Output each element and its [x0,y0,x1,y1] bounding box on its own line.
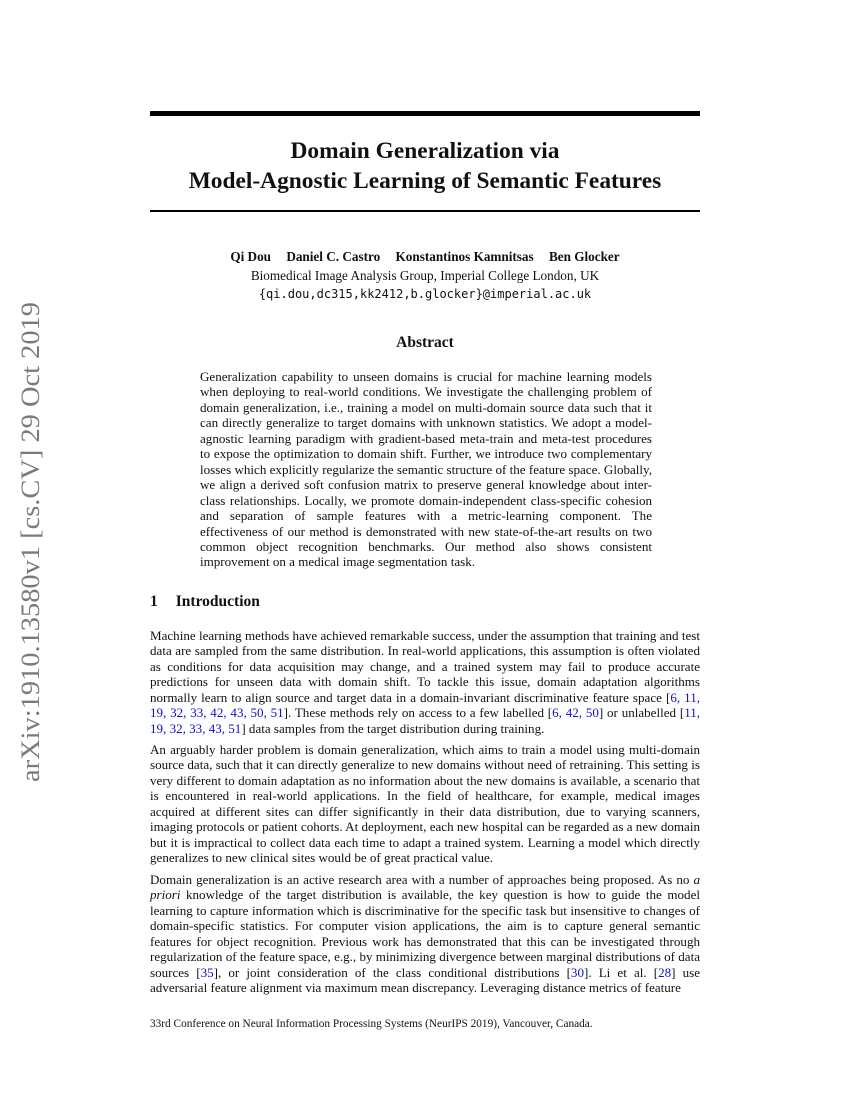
text-run: knowledge of the target distribution is available, the key question is how to guide the model learning to capture information which is discriminative for the specific task but insensitive to changes of domain-specific statistics. For computer vision applications, the aim is to capture general semantic features for object recognition. Previous work has demonstrated that this can be investigated through regularization of the feature space, e.g., by minimizing divergence between marginal distributions of data sources [ [150,887,700,980]
intro-paragraph-2: An arguably harder problem is domain generalization, which aims to train a model using multi-domain source data, such that it can directly generalize to new domains without need of retraining. This setting is very different to domain adaptation as no information about the new domains is available, a scenario that is encountered in real-world applications. In the field of healthcare, for example, medical images acquired at different sites can differ significantly in their data distribution, due to varying scanners, imaging protocols or patient cohorts. At deployment, each new hospital can be regarded as a new domain but it is impractical to collect data each time to adapt a trained system. Learning a model which directly generalizes to new clinical sites would be of great practical value. [150,742,700,866]
section-number: 1 [150,593,158,610]
citation-link[interactable]: 6, 42, 50 [552,705,599,721]
section-title: Introduction [175,593,260,610]
author-emails: {qi.dou,dc315,kk2412,b.glocker}@imperial.ac.uk [258,287,592,301]
paper-title-line-2: Model-Agnostic Learning of Semantic Features [188,168,662,194]
text-run: ] use adversarial feature alignment via maximum mean discrepancy. Leveraging distance metrics of feature [150,964,701,996]
arxiv-identifier-stamp [4,292,50,792]
text-run: ] or unlabelled [ [598,705,685,721]
paper-title-line-1: Domain Generalization via [290,138,560,164]
conference-footnote: 33rd Conference on Neural Information Processing Systems (NeurIPS 2019), Vancouver, Canada. [150,1018,593,1030]
paper-title [150,136,700,196]
author-names [150,247,700,266]
author-name: Daniel C. Castro [286,249,381,264]
citation-link[interactable]: 28 [658,964,672,980]
citation-link[interactable]: 35 [200,964,214,980]
intro-paragraph-3 [150,872,700,996]
citation-link[interactable]: 11, 19, 32, 33, 43, 51 [150,705,701,736]
text-run: ] data samples from the target distribution during training. [241,720,545,736]
text-run: Machine learning methods have achieved remarkable success, under the assumption that training and test data are sampled from the same distribution. In real-world applications, this assumption is often violated as conditions for data acquisition may change, and a trained system may fail to produce accurate predictions for unseen data with domain shift. To tackle this issue, domain adaptation algorithms normally learn to align source and target data in a domain-invariant discriminative feature space [ [150,628,700,705]
text-run: Domain generalization is an active research area with a number of approaches being proposed. As no [150,872,694,887]
text-run: ], or joint consideration of the class conditional distributions [ [213,964,571,980]
abstract-heading: Abstract [396,334,454,351]
author-name: Ben Glocker [548,249,620,264]
citation-link[interactable]: 30 [570,964,584,980]
text-run: ]. These methods rely on access to a few labelled [ [283,705,553,721]
text-run: ]. Li et al. [ [583,964,659,980]
citation-link[interactable]: 6, 11, 19, 32, 33, 42, 43, 50, 51 [150,689,700,721]
title-top-rule [150,111,700,116]
intro-paragraph-1 [150,628,700,736]
title-bottom-rule [150,210,700,212]
author-name: Konstantinos Kamnitsas [395,249,534,264]
author-block [150,247,700,304]
arxiv-identifier-text: arXiv:1910.13580v1 [cs.CV] 29 Oct 2019 [15,334,45,782]
author-affiliation: Biomedical Image Analysis Group, Imperial College London, UK [250,268,600,283]
italic-phrase: a priori [150,872,700,903]
author-name: Qi Dou [230,249,272,264]
section-heading-introduction [150,593,260,611]
abstract-body: Generalization capability to unseen domains is crucial for machine learning models when deploying to real-world conditions. We investigate the challenging problem of domain generalization, i.e., training a model on multi-domain source data such that it can directly generalize to target domains with unknown statistics. We adopt a model-agnostic learning paradigm with gradient-based meta-train and meta-test procedures to expose the optimization to domain shift. Further, we introduce two complementary losses which explicitly regularize the semantic structure of the feature space. Globally, we align a derived soft confusion matrix to preserve general knowledge about inter-class relationships. Locally, we promote domain-independent class-specific cohesion and separation of sample features with a metric-learning component. The effectiveness of our method is demonstrated with new state-of-the-art results on two common object recognition benchmarks. Our method also shows consistent improvement on a medical image segmentation task. [200,369,652,570]
